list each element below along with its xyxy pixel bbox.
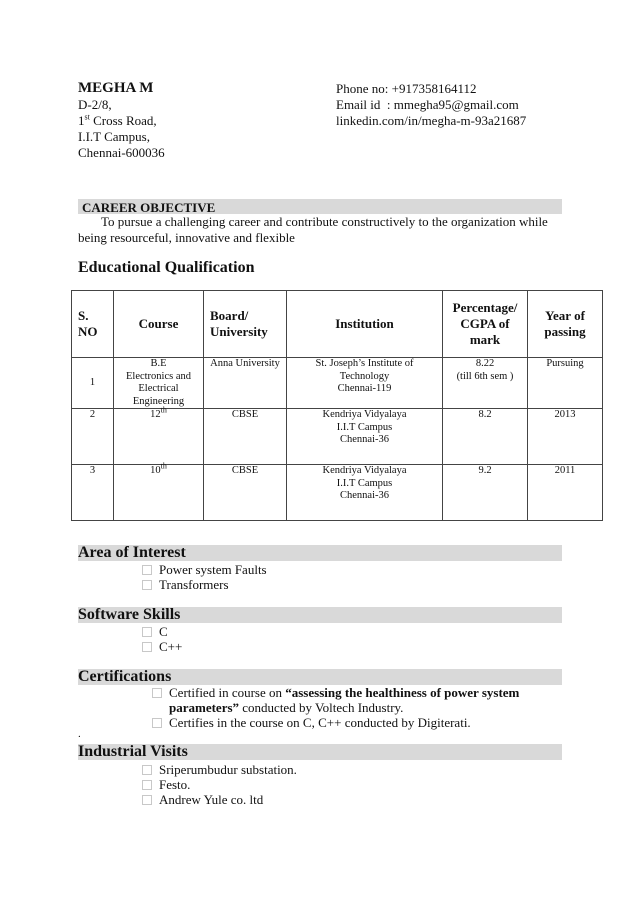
list-item-text: C xyxy=(159,624,168,639)
cell-text: I.I.T Campus xyxy=(336,477,393,489)
cell-superscript: th xyxy=(160,461,167,471)
cell-score xyxy=(443,358,528,409)
table-header-row xyxy=(72,291,603,358)
cell-text: (till 6th sem ) xyxy=(456,370,514,382)
cell-text: Chennai-36 xyxy=(340,490,389,501)
cell-text: St. Joseph’s Institute of xyxy=(315,358,414,369)
visits-heading: Industrial Visits xyxy=(78,743,188,760)
bullet-icon xyxy=(142,795,152,805)
cell-text: Kendriya Vidyalaya xyxy=(322,465,407,476)
bullet-icon xyxy=(142,642,152,652)
list-item xyxy=(142,777,190,792)
table-row xyxy=(72,409,603,465)
candidate-name: MEGHA M xyxy=(78,80,154,96)
cell-superscript: th xyxy=(160,405,167,415)
interest-heading: Area of Interest xyxy=(78,544,186,561)
list-item-text: Power system Faults xyxy=(159,562,267,577)
cell-institution xyxy=(287,409,443,465)
education-table xyxy=(71,290,603,521)
cell-course xyxy=(114,461,204,521)
list-item-text: C++ xyxy=(159,639,183,654)
address-line-3: I.I.T Campus, xyxy=(78,129,150,144)
list-item-text: Andrew Yule co. ltd xyxy=(159,792,264,807)
col-header-text: Year of xyxy=(545,308,585,323)
cell-text: 10 xyxy=(150,465,161,476)
address-superscript: st xyxy=(84,112,90,122)
list-item xyxy=(142,577,229,592)
cell-year: Pursuing xyxy=(528,358,603,409)
cell-text: Chennai-36 xyxy=(340,434,389,445)
list-item-text: conducted by Voltech Industry. xyxy=(239,700,404,715)
list-item-text: Sriperumbudur substation. xyxy=(159,762,297,777)
table-row xyxy=(72,465,603,521)
cell-course xyxy=(114,358,204,409)
phone-number: Phone no: +917358164112 xyxy=(336,81,477,96)
bullet-icon xyxy=(142,780,152,790)
col-header-text: Board/ xyxy=(210,308,249,323)
list-item-bold-text: “assessing the healthiness of power system xyxy=(285,685,520,700)
cell-score: 8.2 xyxy=(443,409,528,465)
col-header-year xyxy=(528,291,603,358)
bullet-icon xyxy=(142,565,152,575)
address-line-1: D-2/8, xyxy=(78,97,112,112)
col-header-institution: Institution xyxy=(287,291,443,358)
linkedin-url: linkedin.com/in/megha-m-93a21687 xyxy=(336,113,527,128)
cell-text: 8.22 xyxy=(475,358,495,369)
cell-board: Anna University xyxy=(204,358,287,409)
bullet-icon xyxy=(142,627,152,637)
stray-dot: . xyxy=(78,728,81,740)
cell-score: 9.2 xyxy=(443,465,528,521)
career-objective-line-2: being resourceful, innovative and flexible xyxy=(78,230,295,245)
col-header-sno xyxy=(72,291,114,358)
address-street: Cross Road, xyxy=(93,113,157,128)
software-heading: Software Skills xyxy=(78,606,181,623)
list-item xyxy=(142,562,267,577)
list-item xyxy=(142,762,297,777)
list-item xyxy=(152,715,471,730)
certifications-heading: Certifications xyxy=(78,668,172,685)
bullet-icon xyxy=(142,580,152,590)
career-objective-bar xyxy=(78,199,562,214)
cell-institution xyxy=(287,465,443,521)
list-item-continuation xyxy=(169,700,403,715)
cell-text: I.I.T Campus xyxy=(336,421,393,433)
list-item-text: Transformers xyxy=(159,577,229,592)
cell-institution xyxy=(287,358,443,409)
list-item-bold-text: parameters” xyxy=(169,700,240,715)
col-header-text: NO xyxy=(78,324,98,339)
cell-sno: 2 xyxy=(72,409,114,465)
cell-text: Technology xyxy=(339,370,390,382)
list-item xyxy=(142,624,168,639)
list-item xyxy=(142,792,263,807)
col-header-text: S. xyxy=(78,308,89,323)
cell-sno: 3 xyxy=(72,465,114,521)
cell-course xyxy=(114,405,204,465)
cell-board: CBSE xyxy=(204,409,287,465)
list-item-text: Festo. xyxy=(159,777,191,792)
table-row xyxy=(72,358,603,409)
cell-text: Electrical xyxy=(138,383,179,394)
col-header-board xyxy=(204,291,287,358)
bullet-icon xyxy=(152,718,162,728)
col-header-text: CGPA of xyxy=(460,316,510,331)
col-header-percentage xyxy=(443,291,528,358)
cell-text: Chennai-119 xyxy=(337,383,392,394)
career-objective-heading: CAREER OBJECTIVE xyxy=(82,200,216,215)
cell-text: B.E xyxy=(150,358,167,369)
col-header-text: Percentage/ xyxy=(452,300,518,315)
cell-text: 12 xyxy=(150,409,161,420)
bullet-icon xyxy=(142,765,152,775)
cell-year: 2011 xyxy=(528,465,603,521)
col-header-text: mark xyxy=(469,332,501,347)
education-heading: Educational Qualification xyxy=(78,259,255,276)
email-address: Email id : mmegha95@gmail.com xyxy=(336,97,519,112)
list-item xyxy=(142,639,182,654)
col-header-text: passing xyxy=(544,324,586,339)
address-line-4: Chennai-600036 xyxy=(78,145,165,160)
bullet-icon xyxy=(152,688,162,698)
cell-text: Kendriya Vidyalaya xyxy=(322,409,407,420)
cell-board: CBSE xyxy=(204,465,287,521)
cell-text: Electronics and xyxy=(125,370,191,382)
address-number: 1 xyxy=(78,113,85,128)
cell-sno: 1 xyxy=(72,358,114,409)
col-header-text: University xyxy=(210,324,268,339)
career-objective-line-1: To pursue a challenging career and contribute constructively to the organization while xyxy=(101,214,548,229)
cell-year: 2013 xyxy=(528,409,603,465)
cell-text: Engineering xyxy=(132,395,185,407)
address-line-2 xyxy=(78,113,157,129)
list-item xyxy=(152,685,519,700)
list-item-text: Certifies in the course on C, C++ conducted by Digiterati. xyxy=(169,715,471,730)
col-header-course: Course xyxy=(114,291,204,358)
list-item-text: Certified in course on xyxy=(169,685,286,700)
